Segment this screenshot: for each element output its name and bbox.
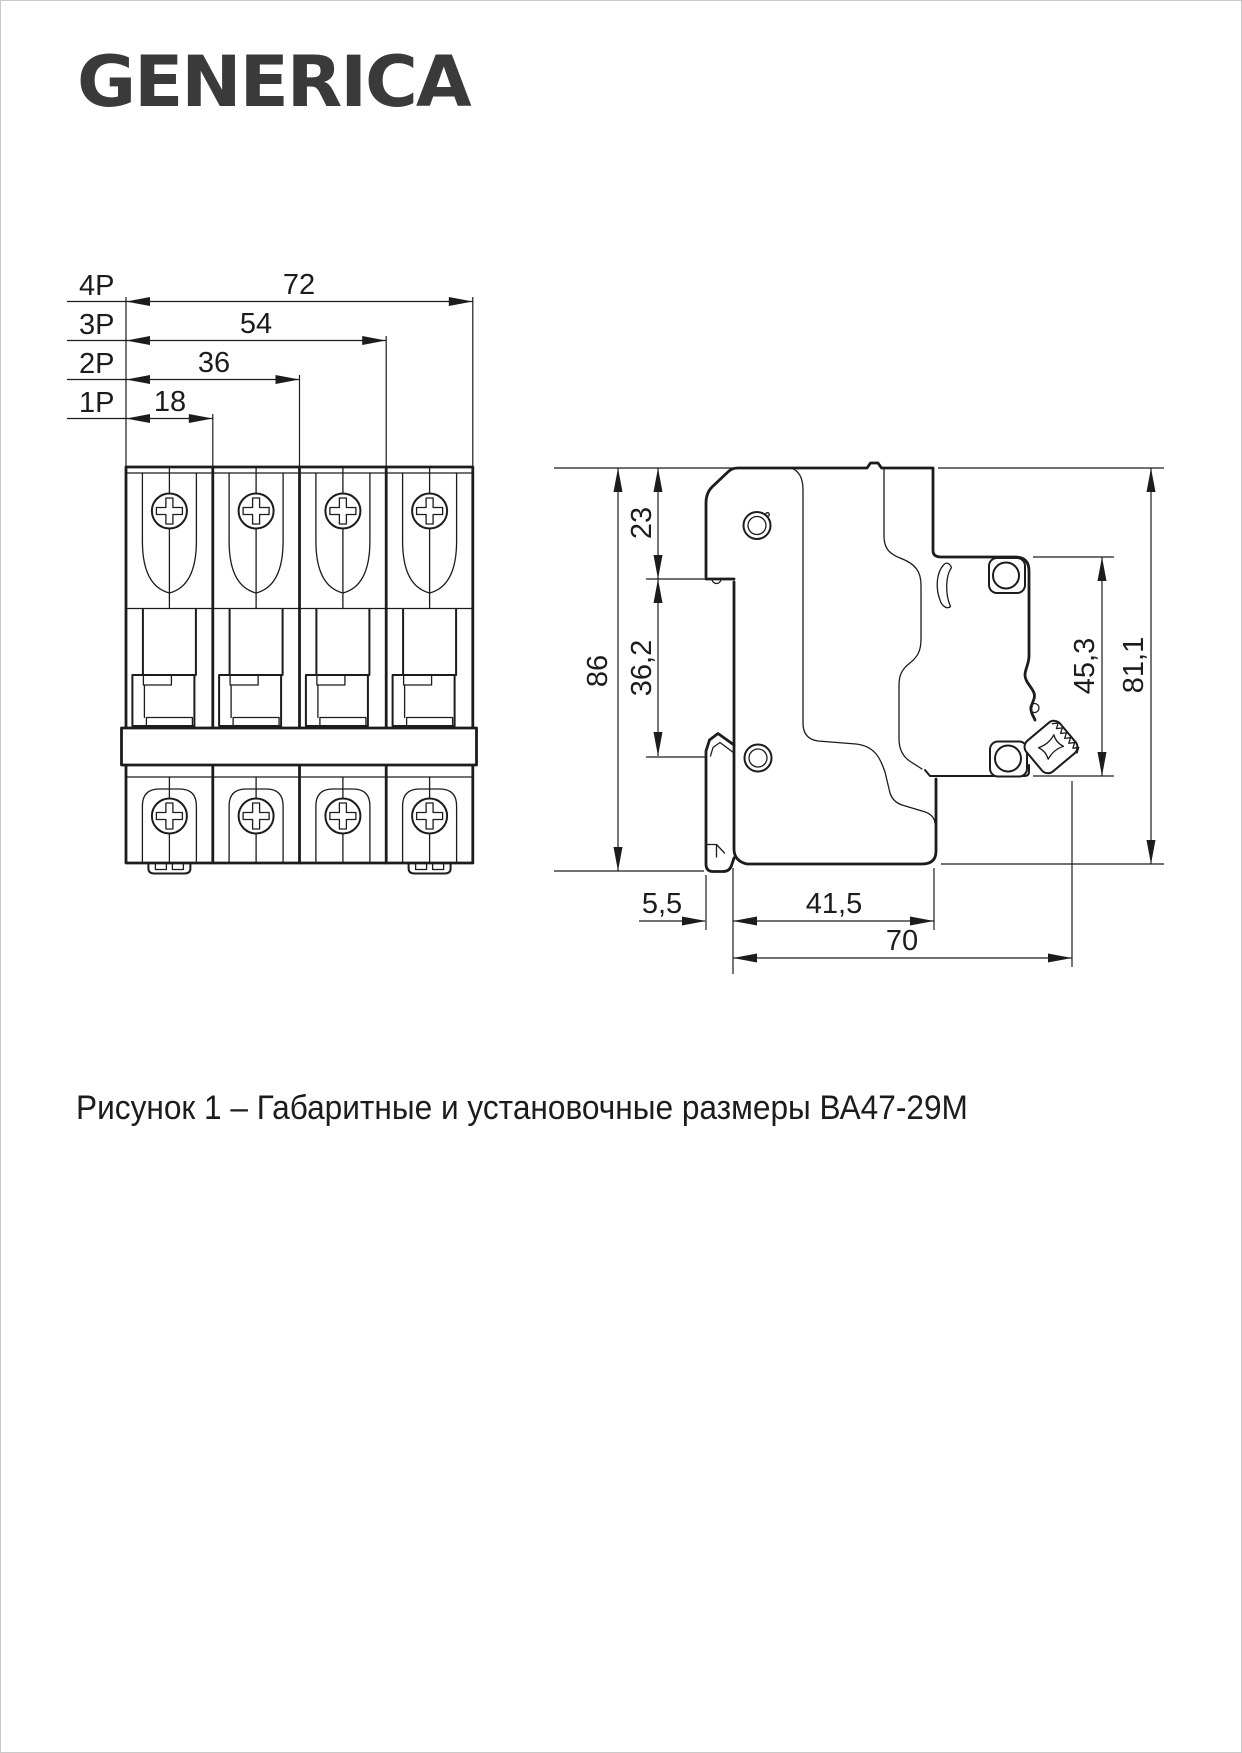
dim-body-81-1: 81,1 bbox=[1118, 636, 1150, 694]
side-view bbox=[554, 463, 1164, 974]
dim-clip-5-5: 5,5 bbox=[641, 888, 683, 920]
side-vertical-dimensions bbox=[582, 468, 1156, 871]
dimensional-drawing bbox=[1, 1, 1242, 1753]
dim-height-86: 86 bbox=[582, 654, 614, 688]
brand-logo: GENERICA bbox=[77, 41, 470, 123]
pole-label-1p: 1P bbox=[79, 387, 115, 419]
pole-label-2p: 2P bbox=[79, 348, 115, 380]
front-dimensions bbox=[67, 269, 473, 467]
breaker-front-body bbox=[122, 467, 477, 874]
figure-caption: Рисунок 1 – Габаритные и установочные размеры ВА47-29М bbox=[76, 1089, 968, 1127]
vent-slot bbox=[937, 563, 951, 608]
toggle-lever bbox=[1021, 718, 1081, 778]
front-terminal-screws bbox=[989, 558, 1027, 777]
dim-din-36-2: 36,2 bbox=[626, 639, 658, 697]
dim-front-45-3: 45,3 bbox=[1069, 637, 1101, 695]
marking-band bbox=[122, 728, 477, 765]
rear-terminal-screws bbox=[744, 512, 772, 772]
dim-depth-41-5: 41,5 bbox=[805, 888, 863, 920]
dim-width-4p: 72 bbox=[282, 269, 316, 301]
dim-top-23: 23 bbox=[626, 506, 658, 540]
pole-label-4p: 4P bbox=[79, 270, 115, 302]
front-view bbox=[67, 269, 477, 874]
dim-width-2p: 36 bbox=[197, 347, 231, 379]
dim-width-3p: 54 bbox=[239, 308, 273, 340]
dim-width-1p: 18 bbox=[153, 386, 187, 418]
side-horizontal-dimensions bbox=[639, 888, 1072, 963]
dim-total-70: 70 bbox=[885, 925, 919, 957]
pole-label-3p: 3P bbox=[79, 309, 115, 341]
breaker-side-body bbox=[706, 463, 1082, 872]
